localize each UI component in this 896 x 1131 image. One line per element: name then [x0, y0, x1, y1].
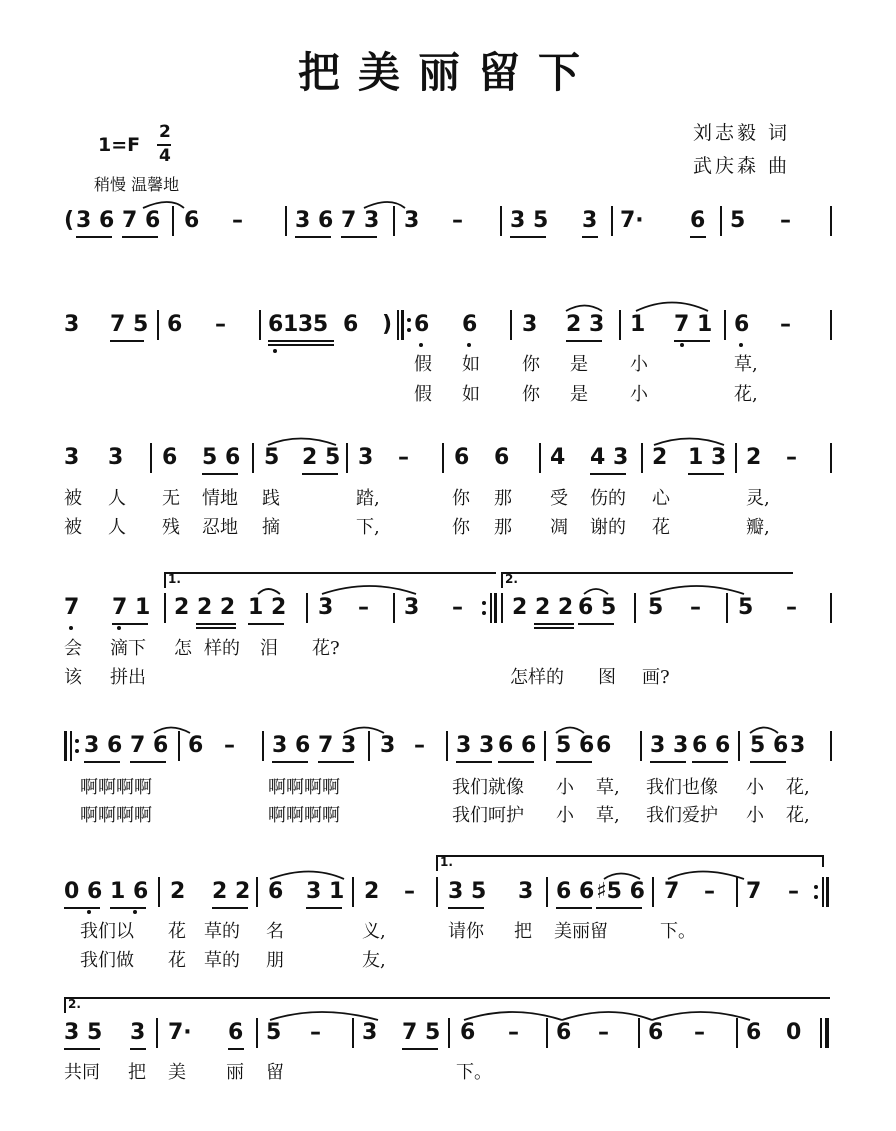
note: 2 — [652, 445, 668, 470]
note: 5 — [264, 445, 280, 470]
lyric: 花, — [786, 805, 810, 826]
lyric: 谢的 — [590, 517, 626, 538]
note: ( — [64, 208, 75, 233]
lyric: 受 — [550, 488, 568, 509]
lyric: 你 — [452, 517, 470, 538]
note: 3 — [582, 208, 598, 233]
note: 7 — [746, 879, 762, 904]
lyric: 是 — [570, 384, 588, 405]
slur — [270, 872, 344, 880]
lyric: 花 — [652, 517, 670, 538]
lyric: 那 — [494, 517, 512, 538]
lyric: 我们也像 — [646, 777, 718, 798]
lyric: 请你 — [448, 921, 484, 942]
lyric: 人 — [108, 488, 126, 509]
note: 3 — [522, 312, 538, 337]
note: 3 — [380, 733, 396, 758]
lyric: 我们呵护 — [452, 805, 524, 826]
note: 6 — [343, 312, 359, 337]
lyric: 小 — [630, 384, 648, 405]
lyric: 如 — [462, 384, 480, 405]
first-ending-label: 1. — [168, 572, 181, 586]
note: 7· — [620, 208, 644, 233]
note: 6 — [648, 1020, 664, 1045]
time-signature-bottom: 4 — [159, 146, 171, 166]
note: – — [452, 595, 463, 620]
lyric: 践 — [262, 488, 280, 509]
note: 6 — [494, 445, 510, 470]
lyric: 把 — [514, 921, 532, 942]
note: 7 1 — [112, 595, 151, 620]
note: – — [788, 879, 799, 904]
slur — [584, 589, 608, 594]
note: 5 6 — [750, 733, 789, 758]
lyric: 小 — [746, 805, 764, 826]
lyric: 名 — [266, 921, 284, 942]
note: 3 — [64, 312, 80, 337]
lyric: 啊啊啊啊 — [80, 805, 152, 826]
note: – — [598, 1020, 609, 1045]
note: 5 — [266, 1020, 282, 1045]
note: 5 — [648, 595, 664, 620]
lyric: 下。 — [660, 921, 696, 942]
lyric: 凋 — [550, 517, 568, 538]
slur — [143, 202, 184, 208]
note: 6 — [454, 445, 470, 470]
lyric: 花 — [168, 950, 186, 971]
lyric: 踏, — [356, 488, 380, 509]
note: 2 — [746, 445, 762, 470]
note: 6 — [228, 1020, 244, 1045]
lyric: 画? — [642, 667, 670, 688]
lyric: 小 — [746, 777, 764, 798]
note: 7 5 — [402, 1020, 441, 1045]
lyric: 瓣, — [746, 517, 770, 538]
note: – — [398, 445, 409, 470]
note: 3 — [404, 208, 420, 233]
note: 5 — [730, 208, 746, 233]
lyric: 义, — [362, 921, 386, 942]
lyric: 丽 — [226, 1062, 244, 1083]
note: 7· — [168, 1020, 192, 1045]
note: 3 6 — [84, 733, 123, 758]
lyric: 共同 — [64, 1062, 100, 1083]
lyric: 会 — [64, 638, 82, 659]
note: – — [358, 595, 369, 620]
note: – — [690, 595, 701, 620]
note: 7 3 — [318, 733, 357, 758]
lyric: 美丽留 — [554, 921, 608, 942]
lyric: 友, — [362, 950, 386, 971]
note: 2 2 2 — [174, 595, 236, 620]
lyricist-credit: 刘志毅 词 — [693, 122, 791, 144]
slur — [258, 589, 280, 594]
note: – — [704, 879, 715, 904]
slur — [566, 306, 602, 312]
note: – — [452, 208, 463, 233]
lyric: 啊啊啊啊 — [268, 777, 340, 798]
lyric: 样的 — [204, 638, 240, 659]
slur — [636, 303, 708, 312]
lyric: 怎 — [174, 638, 192, 659]
note: 6 — [746, 1020, 762, 1045]
slur — [750, 728, 778, 734]
lyric: 如 — [462, 354, 480, 375]
slur — [154, 728, 190, 734]
note: 7 6 — [122, 208, 161, 233]
note: 6 — [162, 445, 178, 470]
note: 3 — [130, 1020, 146, 1045]
note: 6 — [734, 312, 750, 337]
note: 0 6 — [64, 879, 103, 904]
lyric: 滴下 — [110, 638, 146, 659]
slur — [364, 202, 405, 208]
lyric: 草, — [734, 354, 758, 375]
slur — [668, 872, 744, 880]
slur — [344, 728, 384, 734]
note: 7 5 — [110, 312, 149, 337]
note: – — [215, 312, 226, 337]
lyric: 你 — [452, 488, 470, 509]
slur — [556, 728, 584, 734]
second-ending-label: 2. — [505, 572, 518, 586]
note: 6 — [460, 1020, 476, 1045]
note: 3 6 — [295, 208, 334, 233]
lyric: 草的 — [204, 921, 240, 942]
note: 7 3 — [341, 208, 380, 233]
note: 7 1 — [674, 312, 713, 337]
lyric: 你 — [522, 384, 540, 405]
note: 3 3 — [456, 733, 495, 758]
lyric: 忍地 — [202, 517, 238, 538]
note: 2 3 — [566, 312, 605, 337]
lyric: 伤的 — [590, 488, 626, 509]
lyric: 被 — [64, 488, 82, 509]
note: – — [780, 312, 791, 337]
lyric: 花? — [312, 638, 340, 659]
lyric: 啊啊啊啊 — [268, 805, 340, 826]
note: 6 — [188, 733, 204, 758]
lyric: 花, — [786, 777, 810, 798]
time-signature-top: 2 — [159, 122, 171, 142]
lyric: 草, — [596, 805, 620, 826]
note: ) — [382, 312, 393, 337]
note: 1 3 — [688, 445, 727, 470]
note: – — [232, 208, 243, 233]
note: – — [786, 595, 797, 620]
tempo-marking: 稍慢 温馨地 — [94, 175, 180, 194]
note: 3 5 — [448, 879, 487, 904]
lyric: 小 — [630, 354, 648, 375]
note: 3 — [108, 445, 124, 470]
lyric: 花, — [734, 384, 758, 405]
note: 3 5 — [510, 208, 549, 233]
note: – — [404, 879, 415, 904]
note: – — [780, 208, 791, 233]
lyric: 灵, — [746, 488, 770, 509]
note: 2 2 2 — [512, 595, 574, 620]
note: 3 3 — [650, 733, 689, 758]
lyric: 该 — [64, 667, 82, 688]
slur — [562, 1012, 652, 1020]
lyric: 无 — [162, 488, 180, 509]
lyric: 心 — [652, 488, 670, 509]
note: – — [508, 1020, 519, 1045]
lyric: 假 — [414, 384, 432, 405]
note: 3 1 — [306, 879, 345, 904]
slur — [464, 1012, 562, 1020]
note: – — [694, 1020, 705, 1045]
note: 1 2 — [248, 595, 287, 620]
note: 7 — [664, 879, 680, 904]
lyric: 把 — [128, 1062, 146, 1083]
note: – — [224, 733, 235, 758]
note: 1 — [630, 312, 646, 337]
lyric: 拼出 — [110, 667, 146, 688]
note: 6 — [414, 312, 430, 337]
second-ending-label: 2. — [68, 997, 81, 1011]
lyric: 下, — [356, 517, 380, 538]
note: 5 6 — [202, 445, 241, 470]
note: – — [310, 1020, 321, 1045]
lyric: 美 — [168, 1062, 186, 1083]
note: 6 6 — [498, 733, 537, 758]
note: 2 — [170, 879, 186, 904]
lyric: 摘 — [262, 517, 280, 538]
note: 3 — [518, 879, 534, 904]
lyric: 小 — [556, 805, 574, 826]
lyric: 怎样的 — [510, 667, 564, 688]
lyric: 我们做 — [80, 950, 134, 971]
lyric: 小 — [556, 777, 574, 798]
lyric: 我们就像 — [452, 777, 524, 798]
note: 2 5 — [302, 445, 341, 470]
note: 3 6 — [76, 208, 115, 233]
note: 4 3 — [590, 445, 629, 470]
lyric: 草, — [596, 777, 620, 798]
note: 6 1 3 5 — [268, 312, 325, 337]
note: 3 — [318, 595, 334, 620]
note: 3 6 — [272, 733, 311, 758]
note: 6 6 — [556, 879, 595, 904]
lyric: 泪 — [260, 638, 278, 659]
lyric: 是 — [570, 354, 588, 375]
lyric: 情地 — [202, 488, 238, 509]
note: 3 — [358, 445, 374, 470]
note: 3 — [790, 733, 806, 758]
note: 5 — [738, 595, 754, 620]
lyric: 花 — [168, 921, 186, 942]
lyric: 假 — [414, 354, 432, 375]
slur — [604, 874, 640, 880]
note: 2 2 — [212, 879, 251, 904]
note: 6 — [462, 312, 478, 337]
slur — [270, 1012, 378, 1020]
note: 3 — [362, 1020, 378, 1045]
note: 5 6 — [556, 733, 595, 758]
lyric: 残 — [162, 517, 180, 538]
note: 6 — [184, 208, 200, 233]
note: 6 6 — [692, 733, 731, 758]
slur — [650, 586, 744, 594]
slur — [322, 586, 416, 594]
note: ♯5 6 — [596, 879, 645, 904]
composer-credit: 武庆森 曲 — [693, 155, 791, 177]
note: 3 — [64, 445, 80, 470]
note: – — [414, 733, 425, 758]
note: 6 — [596, 733, 612, 758]
lyric: 我们爱护 — [646, 805, 718, 826]
note: 4 — [550, 445, 566, 470]
note: 0 — [786, 1020, 802, 1045]
lyric: 草的 — [204, 950, 240, 971]
lyric: 朋 — [266, 950, 284, 971]
note: 7 — [64, 595, 80, 620]
lyric: 那 — [494, 488, 512, 509]
key-signature: 1=F — [98, 134, 141, 156]
lyric: 啊啊啊啊 — [80, 777, 152, 798]
note: – — [786, 445, 797, 470]
lyric: 图 — [598, 667, 616, 688]
note: 2 — [364, 879, 380, 904]
lyric: 被 — [64, 517, 82, 538]
lyric: 我们以 — [80, 921, 134, 942]
note: 7 6 — [130, 733, 169, 758]
lyric: 下。 — [456, 1062, 492, 1083]
note: 1 6 — [110, 879, 149, 904]
lyric: 人 — [108, 517, 126, 538]
first-ending-label: 1. — [440, 855, 453, 869]
note: 3 — [404, 595, 420, 620]
lyric: 留 — [266, 1062, 284, 1083]
note: 6 — [268, 879, 284, 904]
note: 6 — [690, 208, 706, 233]
note: 6 — [167, 312, 183, 337]
note: 3 5 — [64, 1020, 103, 1045]
page-title: 把美丽留下 — [297, 48, 598, 97]
slur — [654, 439, 724, 446]
note: 6 5 — [578, 595, 617, 620]
slur — [652, 1012, 750, 1020]
lyric: 你 — [522, 354, 540, 375]
note: 6 — [556, 1020, 572, 1045]
slur — [268, 439, 336, 446]
